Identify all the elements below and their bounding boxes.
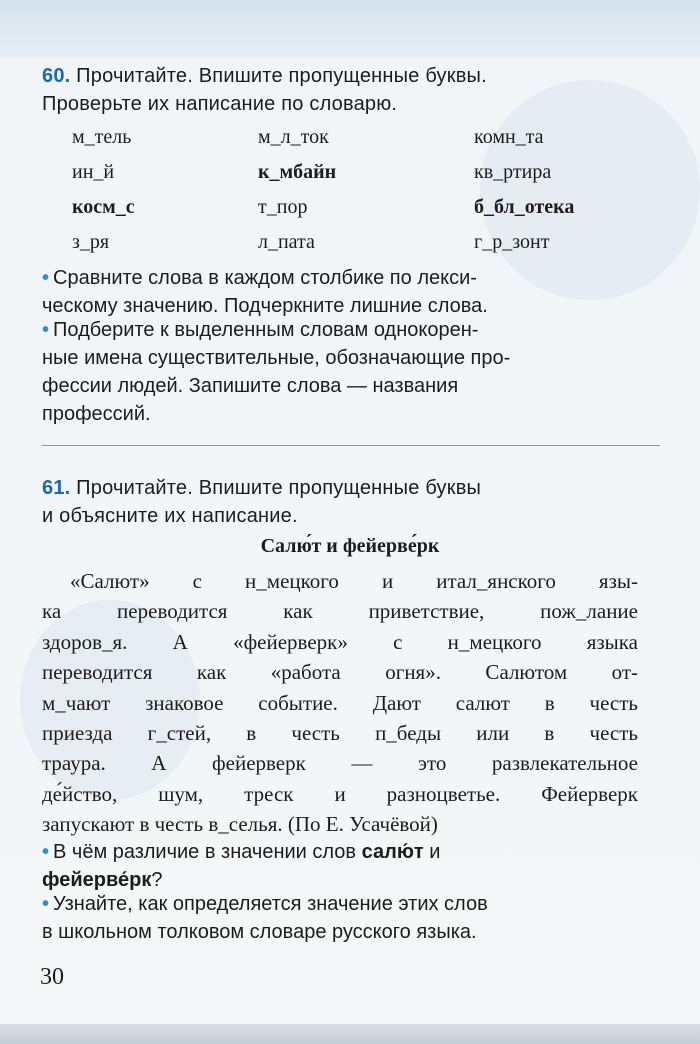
task-61-question-difference: • В чём различие в значении слов салю́т и фейерве́рк? (42, 841, 441, 891)
task-61-instruction-line2: и объясните их написание. (42, 505, 298, 527)
word-cell-highlighted: к_мбайн (258, 161, 337, 183)
story-line: «Салют» с н_мецкого и итал_янского язы- (70, 569, 638, 593)
word-cell: з_ря (72, 231, 110, 253)
story-text (42, 566, 638, 840)
word-cell: л_пата (258, 231, 315, 253)
story-line: м_чают знаковое событие. Дают салют в честь (42, 690, 638, 715)
keyword-fireworks: фейерве́рк (42, 869, 152, 891)
word-cell: м_л_ток (258, 126, 329, 148)
story-line: запускают в честь в_селья. (По Е. Усачёвой) (42, 812, 438, 837)
word-row (72, 161, 642, 196)
story-line: здоров_я. А «фейерверк» с н_мецкого языка (42, 629, 638, 654)
story-line: траура. А фейерверк — это развлекательное (42, 751, 638, 776)
task-61-question-dictionary: • Узнайте, как определяется значение этих слов в школьном толковом словаре русского языка. (42, 893, 488, 943)
word-cell: комн_та (474, 126, 544, 148)
story-title: Салю́т и фейерве́рк (260, 535, 440, 557)
word-row (72, 196, 642, 231)
task-60-instruction-line2: Проверьте их написание по словарю. (42, 93, 398, 115)
word-row (72, 231, 642, 266)
keyword-salute: салю́т (361, 841, 424, 863)
task-60-header (42, 62, 487, 118)
story-line: приезда г_стей, в честь п_беды или в честь (42, 721, 638, 746)
task-61-header (42, 474, 481, 530)
task-60-bullet-professions: • Подберите к выделенным словам однокорен- ные имена существительные, обозначающие про- фессии людей. Запишите слова — названия профессий. (42, 319, 511, 425)
task-60-instruction-line1: Прочитайте. Впишите пропущенные буквы. (76, 65, 487, 87)
bullet-dot-icon: • (42, 267, 50, 289)
task-60-bullet-compare: • Сравните слова в каждом столбике по лекси- ческому значению. Подчеркните лишние слова. (42, 267, 488, 317)
task-60-number: 60. (42, 65, 71, 87)
word-cell: м_тель (72, 126, 132, 148)
task-61-number: 61. (42, 477, 71, 499)
word-cell-highlighted: б_бл_отека (474, 196, 575, 218)
word-grid (72, 126, 642, 266)
word-cell-highlighted: косм_с (72, 196, 135, 218)
scan-bottom-edge (0, 1024, 700, 1044)
page-number: 30 (40, 964, 64, 990)
bullet-dot-icon: • (42, 841, 50, 863)
story-line: переводится как «работа огня». Салютом от- (42, 660, 638, 685)
section-divider (42, 445, 660, 446)
word-cell: кв_ртира (474, 161, 552, 183)
top-band (0, 0, 700, 58)
story-line: ка переводится как приветствие, пож_лание (42, 599, 638, 624)
bullet-dot-icon: • (42, 319, 50, 341)
bullet-dot-icon: • (42, 893, 50, 915)
word-row (72, 126, 642, 161)
word-cell: ин_й (72, 161, 115, 183)
story-line: де́йство, шум, треск и разноцветье. Фейерверк (42, 781, 638, 806)
word-cell: т_пор (258, 196, 308, 218)
word-cell: г_р_зонт (474, 231, 550, 253)
task-61-instruction-line1: Прочитайте. Впишите пропущенные буквы (76, 477, 482, 499)
